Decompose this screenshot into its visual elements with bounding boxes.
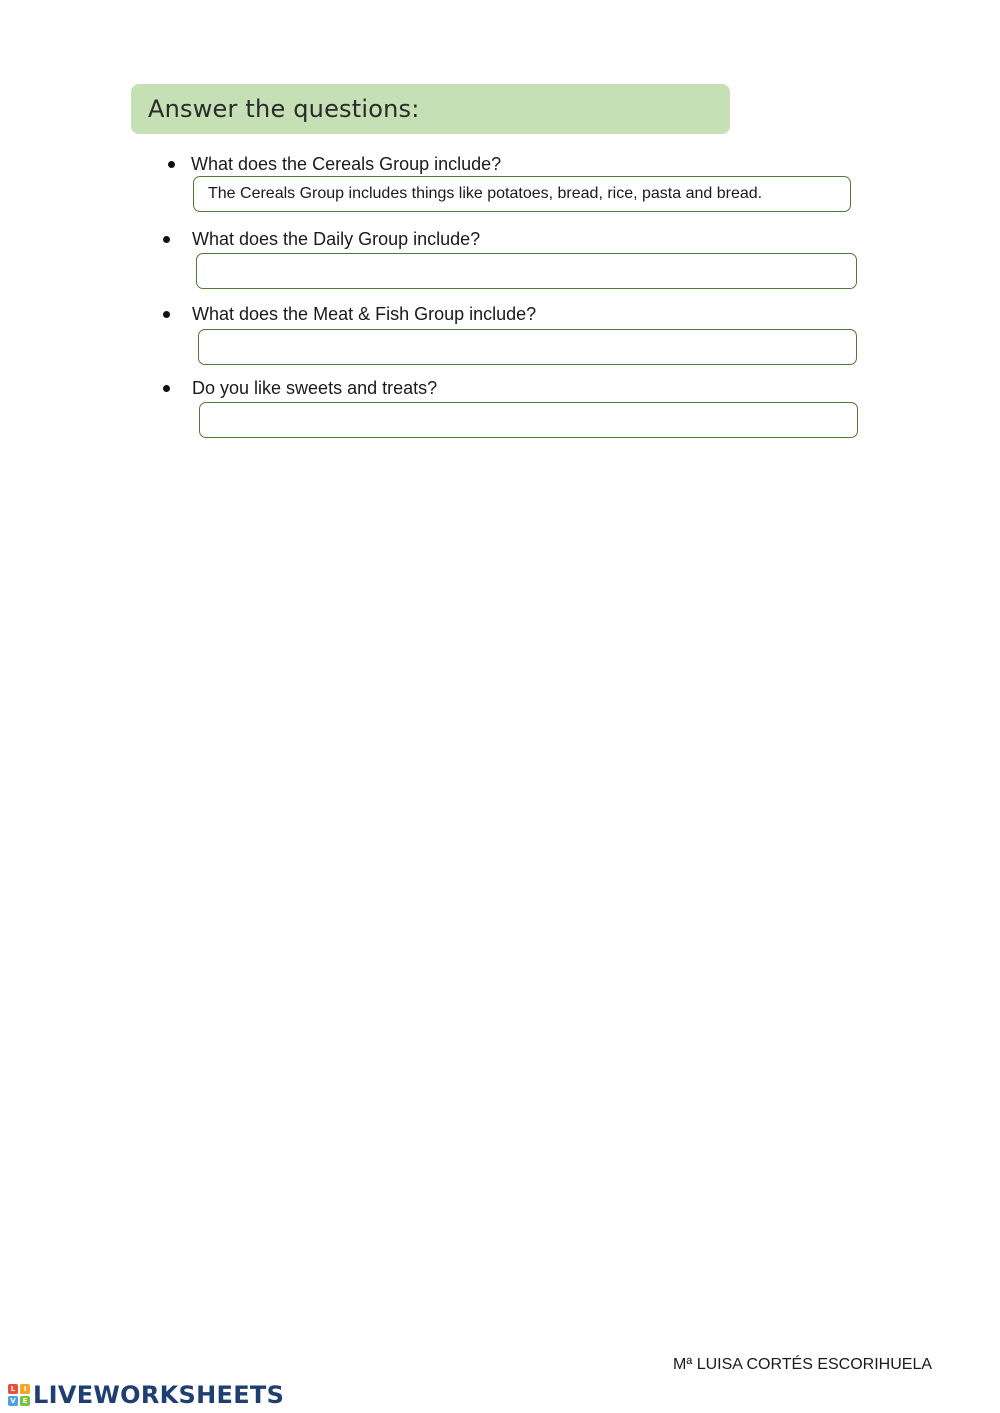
brand-logo: [8, 1381, 284, 1409]
author-name: Mª LUISA CORTÉS ESCORIHUELA: [673, 1356, 933, 1373]
answer-1-input[interactable]: [193, 176, 851, 212]
question-1-text: What does the Cereals Group include?: [191, 154, 502, 174]
liveworksheets-logo-icon: L I V E: [8, 1384, 30, 1406]
bullet-icon: [168, 161, 175, 168]
answer-4-input[interactable]: [199, 402, 858, 438]
question-4-text: Do you like sweets and treats?: [192, 378, 438, 398]
question-2-text: What does the Daily Group include?: [192, 229, 481, 249]
question-3-text: What does the Meat & Fish Group include?: [192, 304, 537, 324]
bullet-icon: [163, 236, 170, 243]
answer-3-input[interactable]: [198, 329, 857, 365]
page-title: Answer the questions:: [148, 95, 420, 123]
answer-2-input[interactable]: [196, 253, 857, 289]
header-bar: [131, 84, 730, 134]
bullet-icon: [163, 311, 170, 318]
bullet-icon: [163, 385, 170, 392]
brand-name: LIVEWORKSHEETS: [33, 1381, 285, 1409]
